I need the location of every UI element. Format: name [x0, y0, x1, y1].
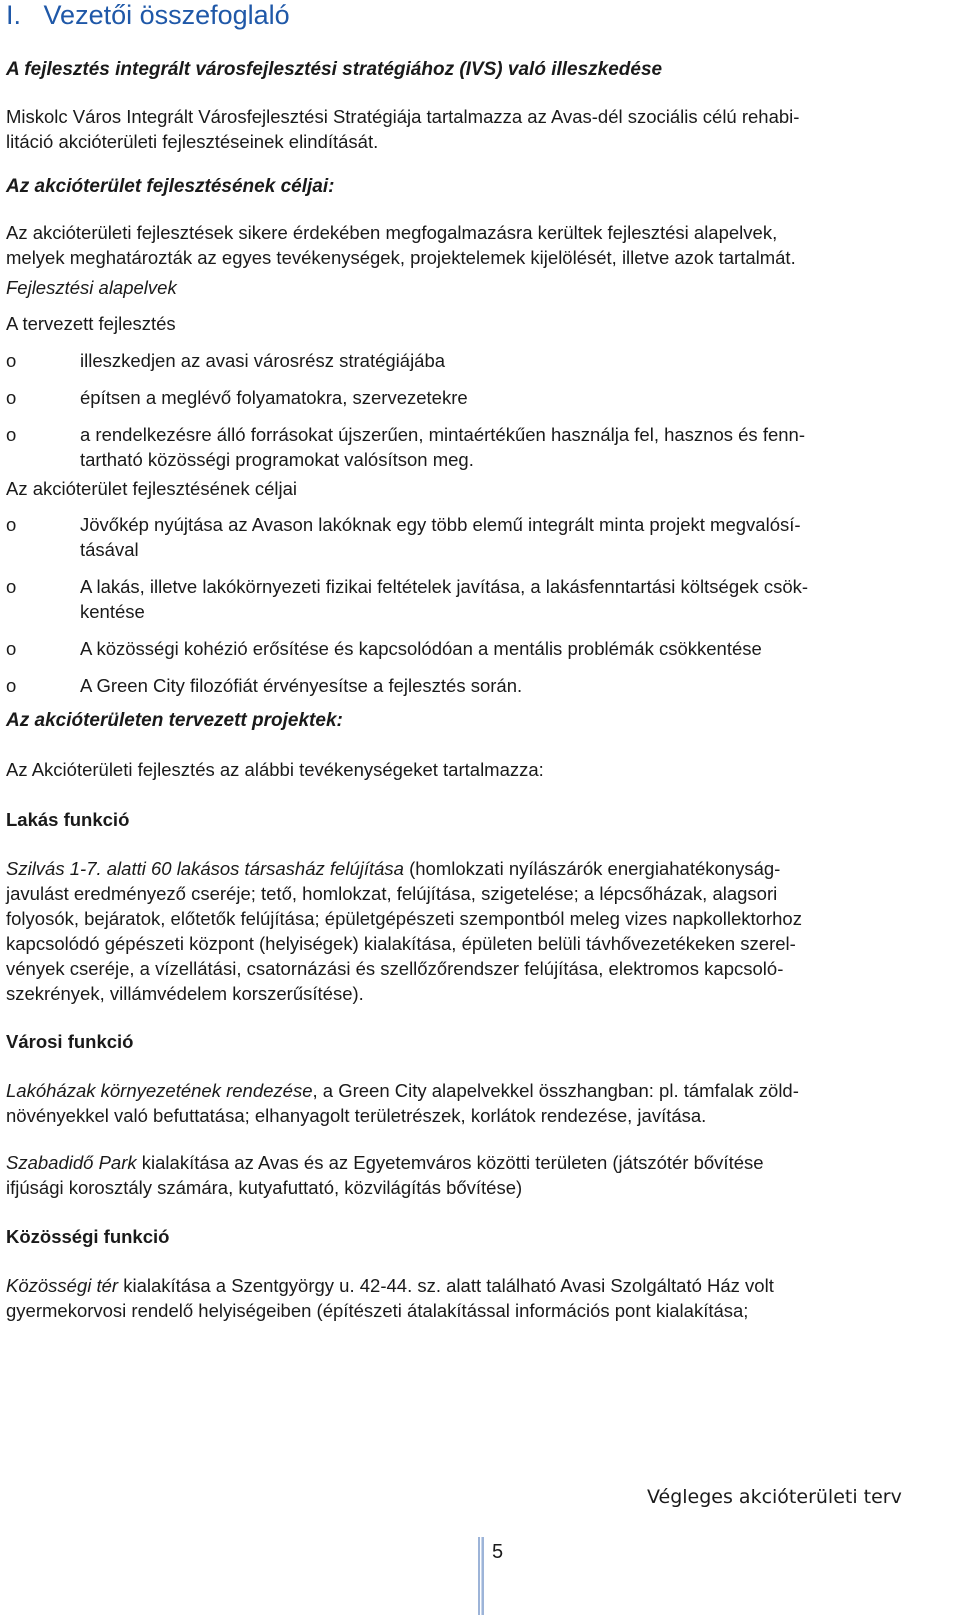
- document-page: [6, 0, 951, 1323]
- list-item: [6, 636, 951, 661]
- housing-project-name: Szilvás 1-7. alatti 60 lakásos társasház felújítása: [6, 858, 404, 879]
- list-item-text: a rendelkezésre álló forrásokat újszerűen, mintaértékűen használja fel, hasznos és fenn-: [80, 424, 805, 445]
- city-line: ifjúsági korosztály számára, kutyafuttató, közvilágítás bővítése): [6, 1177, 523, 1198]
- housing-line: kapcsolódó gépészeti központ (helyiségek) kialakítása, épületen belüli távhővezetékeken szerel-: [6, 933, 796, 954]
- intro-line: litáció akcióterületi fejlesztéseinek elindítását.: [6, 131, 379, 152]
- housing-line: szekrények, villámvédelem korszerűsítése).: [6, 983, 364, 1004]
- goals-intro-paragraph: [6, 220, 951, 270]
- projects-heading: Az akcióterületen tervezett projektek:: [6, 710, 343, 731]
- goals-list: [6, 512, 951, 698]
- bullet-marker: o: [6, 576, 17, 597]
- bullet-marker: o: [6, 424, 17, 445]
- list-item: [6, 673, 951, 698]
- list-item-text: tartható közösségi programokat valósítson meg.: [80, 449, 474, 470]
- list-item-text: tásával: [80, 539, 139, 560]
- section-number: I.: [6, 0, 22, 30]
- projects-intro: Az Akcióterületi fejlesztés az alábbi tevékenységeket tartalmazza:: [6, 759, 544, 780]
- intro-paragraph: [6, 104, 951, 154]
- city-line-text: kialakítása az Avas és az Egyetemváros közötti területen (játszótér bővítése: [136, 1152, 764, 1173]
- list-item-text: illeszkedjen az avasi városrész stratégiájába: [80, 350, 446, 371]
- page-number-divider: [478, 1537, 484, 1615]
- community-line: [6, 1273, 951, 1298]
- goals-intro-line: Az akcióterületi fejlesztések sikere érdekében megfogalmazásra kerültek fejlesztési alapelvek,: [6, 222, 778, 243]
- city-line: [6, 1150, 951, 1175]
- planned-development-label: A tervezett fejlesztés: [6, 313, 176, 334]
- principles-list: [6, 348, 951, 472]
- list-item-text: Jövőkép nyújtása az Avason lakóknak egy több elemű integrált minta projekt megvalósí-: [80, 514, 801, 535]
- housing-heading: Lakás funkció: [6, 809, 130, 830]
- list-item-text: A lakás, illetve lakókörnyezeti fizikai feltételek javítása, a lakásfenntartási költségek csök-: [80, 576, 809, 597]
- list-item-text: A közösségi kohézió erősítése és kapcsolódóan a mentális problémák csökkentése: [80, 638, 762, 659]
- section-title: Vezetői összefoglaló: [43, 0, 290, 30]
- city-paragraph-2: [6, 1150, 951, 1200]
- bullet-marker: o: [6, 675, 17, 696]
- footer-document-title: Végleges akcióterületi terv: [647, 1486, 902, 1508]
- community-line: gyermekorvosi rendelő helyiségeiben (építészeti átalakítással információs pont kialakítása;: [6, 1300, 749, 1321]
- housing-line: folyosók, bejáratok, előtetők felújítása; épületgépészeti szempontból meleg vizes napkollektorhoz: [6, 908, 802, 929]
- list-item-text: A Green City filozófiát érvényesítse a fejlesztés során.: [80, 675, 523, 696]
- list-item: [6, 422, 951, 472]
- community-paragraph: [6, 1273, 951, 1323]
- city-line: [6, 1078, 951, 1103]
- community-line-text: kialakítása a Szentgyörgy u. 42-44. sz. alatt található Avasi Szolgáltató Ház volt: [118, 1275, 774, 1296]
- bullet-marker: o: [6, 638, 17, 659]
- community-project-name: Közösségi tér: [6, 1275, 119, 1296]
- city-line: növényekkel való befuttatása; elhanyagolt területrészek, korlátok rendezése, javítása.: [6, 1105, 707, 1126]
- page-number: 5: [492, 1541, 504, 1563]
- list-item: [6, 574, 951, 624]
- goals-intro-line: melyek meghatározták az egyes tevékenységek, projektelemek kijelölését, illetve azok tartalmát.: [6, 247, 796, 268]
- section-heading: [6, 0, 951, 30]
- city-project-name: Lakóházak környezetének rendezése: [6, 1080, 313, 1101]
- housing-paragraph: [6, 856, 951, 1006]
- housing-line: javulást eredményező cseréje; tető, homlokzat, felújítása, szigetelése; a lépcsőházak, alagsori: [6, 883, 778, 904]
- city-paragraph-1: [6, 1078, 951, 1128]
- housing-line-text: (homlokzati nyílászárók energiahatékonyság-: [403, 858, 781, 879]
- bullet-marker: o: [6, 514, 17, 535]
- city-line-text: , a Green City alapelvekkel összhangban: pl. támfalak zöld-: [312, 1080, 799, 1101]
- list-item: [6, 512, 951, 562]
- housing-line: [6, 856, 951, 881]
- principles-label: Fejlesztési alapelvek: [6, 277, 177, 298]
- bullet-marker: o: [6, 387, 17, 408]
- list-item: [6, 385, 951, 410]
- city-heading: Városi funkció: [6, 1031, 134, 1052]
- ivs-subtitle: A fejlesztés integrált városfejlesztési stratégiához (IVS) való illeszkedése: [6, 59, 663, 80]
- community-heading: Közösségi funkció: [6, 1226, 170, 1247]
- bullet-marker: o: [6, 350, 17, 371]
- list-item-text: kentése: [80, 601, 145, 622]
- city-project-name: Szabadidő Park: [6, 1152, 137, 1173]
- list-item-text: építsen a meglévő folyamatokra, szervezetekre: [80, 387, 468, 408]
- housing-line: vények cseréje, a vízellátási, csatornázási és szellőzőrendszer felújítása, elektromos kapcsoló-: [6, 958, 784, 979]
- goals-label: Az akcióterület fejlesztésének céljai: [6, 478, 298, 499]
- list-item: [6, 348, 951, 373]
- goals-heading: Az akcióterület fejlesztésének céljai:: [6, 176, 335, 197]
- intro-line: Miskolc Város Integrált Városfejlesztési Stratégiája tartalmazza az Avas-dél szociális célú rehabi-: [6, 106, 800, 127]
